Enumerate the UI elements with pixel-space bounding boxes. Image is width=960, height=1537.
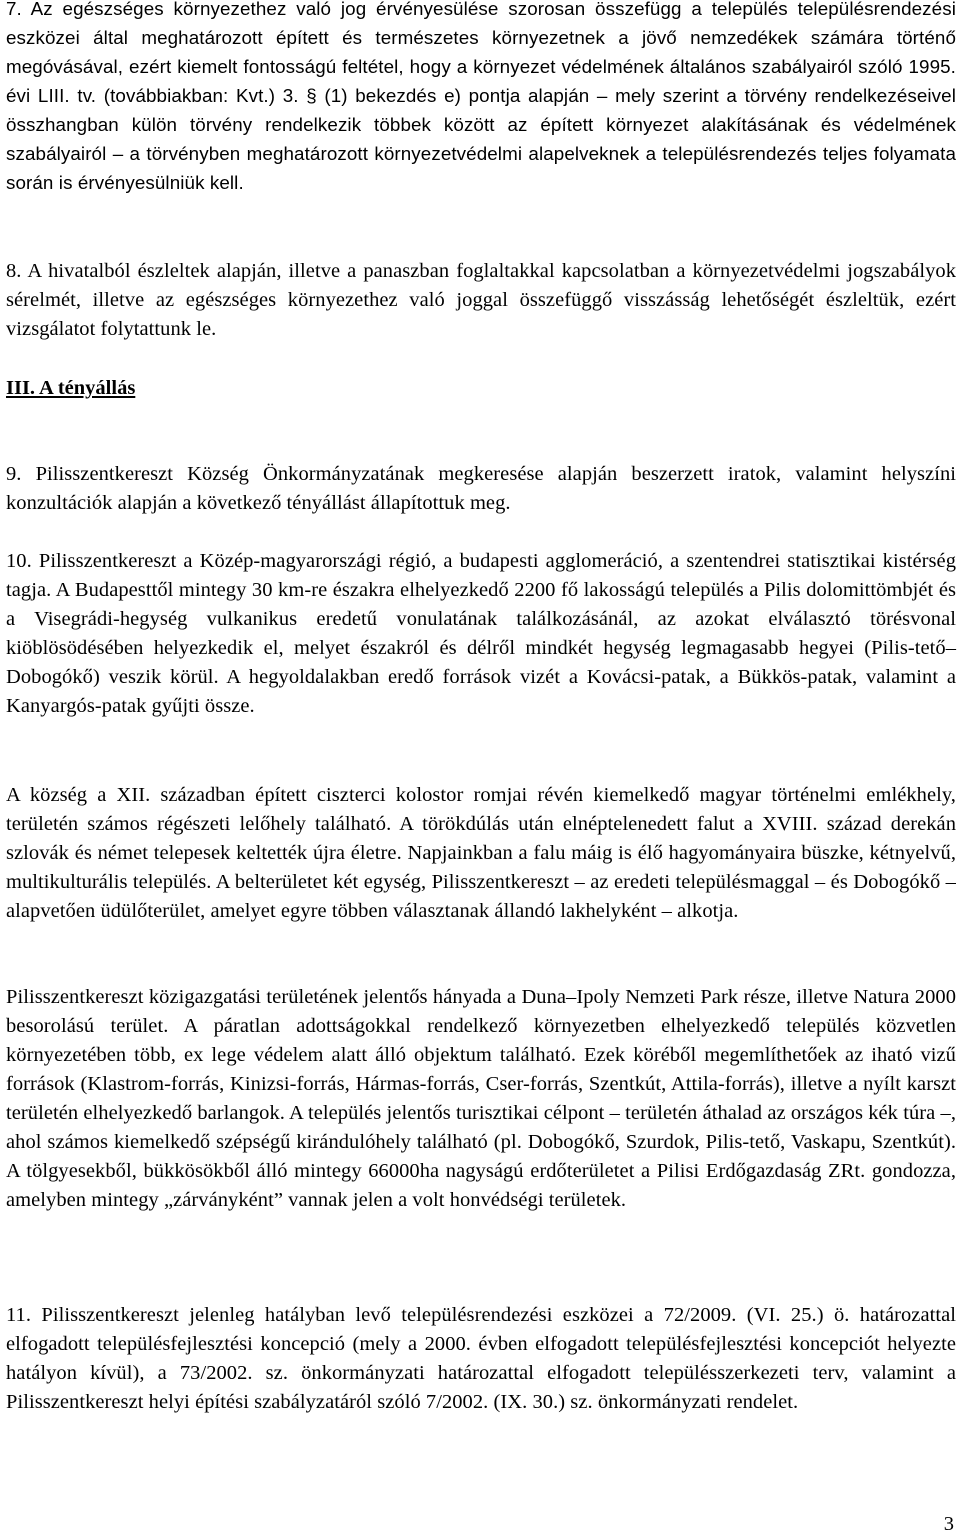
page-number: 3 <box>943 1513 954 1535</box>
section-heading: III. A tényállás <box>6 377 136 399</box>
paragraph-11: 11. Pilisszentkereszt jelenleg hatályban levő településrendezési eszközei a 72/2009. (VI. 25.) ö. határozattal elfogadott településfejlesztési koncepció (mely a 2000. évben elfogadott településfejlesztési koncepciót helyezte hatályon kívül), a 73/2002. sz. önkormányzati határozattal elfogadott településszerkezeti terv, valamint a Pilisszentkereszt helyi építési szabályzatáról szóló 7/2002. (IX. 30.) sz. önkormányzati rendelet. <box>6 1304 956 1413</box>
paragraph-7: 7. Az egészséges környezethez való jog érvényesülése szorosan összefügg a település településrendezési eszközei által meghatározott épített és természetes környezetnek a jövő nemzedékek számára történő megóvásával, ezért kiemelt fontosságú feltétel, hogy a környezet védelmének általános szabályairól szóló 1995. évi LIII. tv. (továbbiakban: Kvt.) 3. § (1) bekezdés e) pontja alapján – mely szerint a törvény rendelkezéseivel összhangban külön törvény rendelkezik többek között az épített környezet alakításának és védelmének szabályairól – a törvényben meghatározott környezetvédelmi alapelveknek a településrendezés teljes folyamata során is érvényesülniük kell. <box>6 0 956 193</box>
paragraph-10-continued-nature: Pilisszentkereszt közigazgatási területének jelentős hányada a Duna–Ipoly Nemzeti Park része, illetve Natura 2000 besorolású terület. A páratlan adottságokkal rendelkező környezetben elhelyezkedő település közvetlen környezetében több, ex lege védelem alatt álló objektum található. Ezek köréből megemlíthetőek az iható vizű források (Klastrom-forrás, Kinizsi-forrás, Hármas-forrás, Cser-forrás, Szentkút, Attila-forrás), illetve a nyílt karszt területén elhelyezkedő barlangok. A település jelentős turisztikai célpont – területén áthalad az országos kék túra –, ahol számos kiemelkedő szépségű kirándulóhely található (pl. Dobogókő, Szurdok, Pilis-tető, Vaskapu, Szentkút). A tölgyesekből, bükkösökből álló mintegy 66000ha nagyságú erdőterületet a Pilisi Erdőgazdaság ZRt. gondozza, amelyben mintegy „zárványként” vannak jelen a volt honvédségi területek. <box>6 986 956 1211</box>
paragraph-9: 9. Pilisszentkereszt Község Önkormányzatának megkeresése alapján beszerzett iratok, valamint helyszíni konzultációk alapján a következő tényállást állapítottuk meg. <box>6 463 956 514</box>
paragraph-10: 10. Pilisszentkereszt a Közép-magyarországi régió, a budapesti agglomeráció, a szentendrei statisztikai kistérség tagja. A Budapesttől mintegy 30 km-re északra elhelyezkedő 2200 fő lakosságú település a Pilis dolomittömbjét és a Visegrádi-hegység vulkanikus eredetű vonulatának találkozásánál, az azokat elválasztó törésvonal kiöblösödésében helyezkedik el, melyet északról és délről mindkét hegység legmagasabb hegyei (Pilis-tető–Dobogókő) veszik körül. A hegyoldalakban eredő források vizét a Kovácsi-patak, a Bükkös-patak, valamint a Kanyargós-patak gyűjti össze. <box>6 550 956 717</box>
paragraph-10-continued-history: A község a XII. században épített ciszterci kolostor romjai révén kiemelkedő magyar történelmi emlékhely, területén számos régészeti lelőhely található. A törökdúlás után elnéptelenedett falut a XVIII. század derekán szlovák és német telepesek keltették újra életre. Napjainkban a falu máig is élő hagyományaira büszke, kétnyelvű, multikulturális település. A belterületet két egység, Pilisszentkereszt – az eredeti településmaggal – és Dobogókő – alapvetően üdülőterület, amelyet egyre többen választanak állandó lakhelyként – alkotja. <box>6 784 956 922</box>
paragraph-8: 8. A hivatalból észleltek alapján, illetve a panaszban foglaltakkal kapcsolatban a környezetvédelmi jogszabályok sérelmét, illetve az egészséges környezethez való joggal összefüggő visszásság lehetőségét észleltük, ezért vizsgálatot folytattunk le. <box>6 260 956 340</box>
